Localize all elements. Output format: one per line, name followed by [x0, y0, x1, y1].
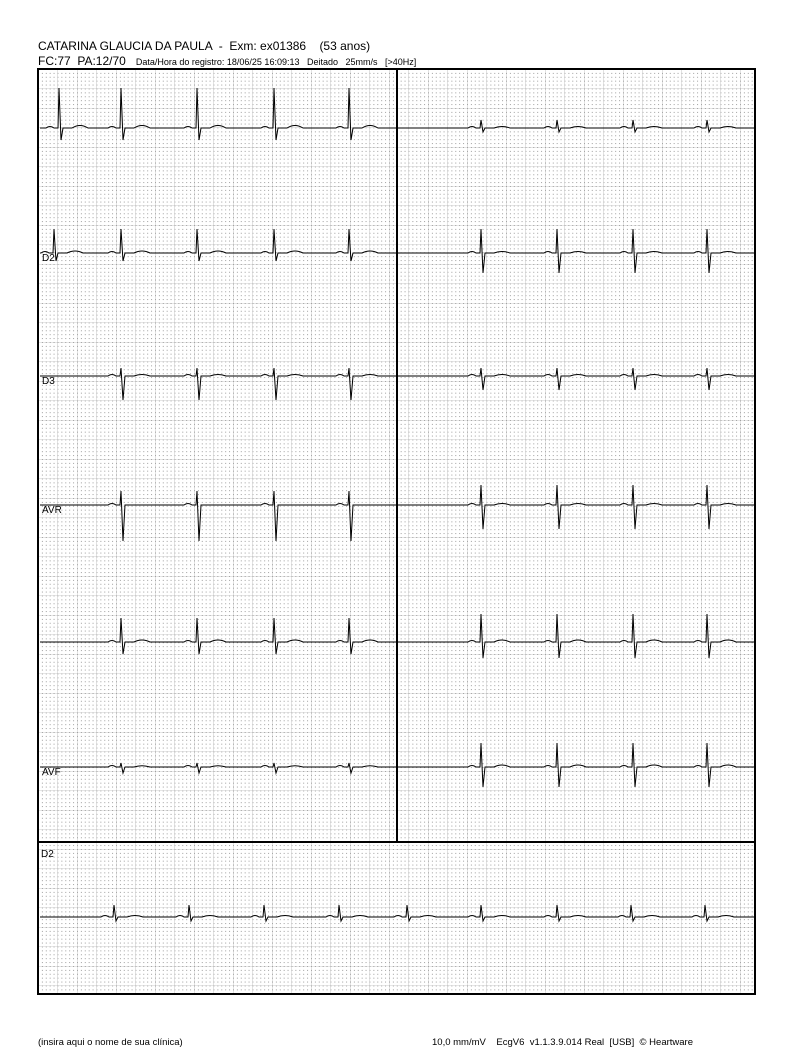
lead-label-d3: D3 [42, 376, 55, 387]
lead-label-rhythm: D2 [41, 849, 54, 860]
software-label: EcgV6 v1.1.3.9.014 Real [USB] © Heartware [496, 1037, 693, 1048]
blood-pressure: PA:12/70 [77, 54, 126, 68]
heart-rate: FC:77 [38, 54, 71, 68]
device-info [432, 1037, 693, 1048]
gain-label: 10,0 mm/mV [432, 1037, 486, 1048]
record-info: Data/Hora do registro: 18/06/25 16:09:13 Deitado 25mm/s [>40Hz] [135, 57, 417, 67]
lead-label-avf: AVF [42, 767, 61, 778]
lead-label-d2: D2 [42, 253, 55, 264]
clinic-name: (insira aqui o nome de sua clínica) [38, 1037, 183, 1048]
patient-info: CATARINA GLAUCIA DA PAULA - Exm: ex01386 (53 anos) [38, 39, 371, 53]
lead-label-avr: AVR [42, 505, 62, 516]
